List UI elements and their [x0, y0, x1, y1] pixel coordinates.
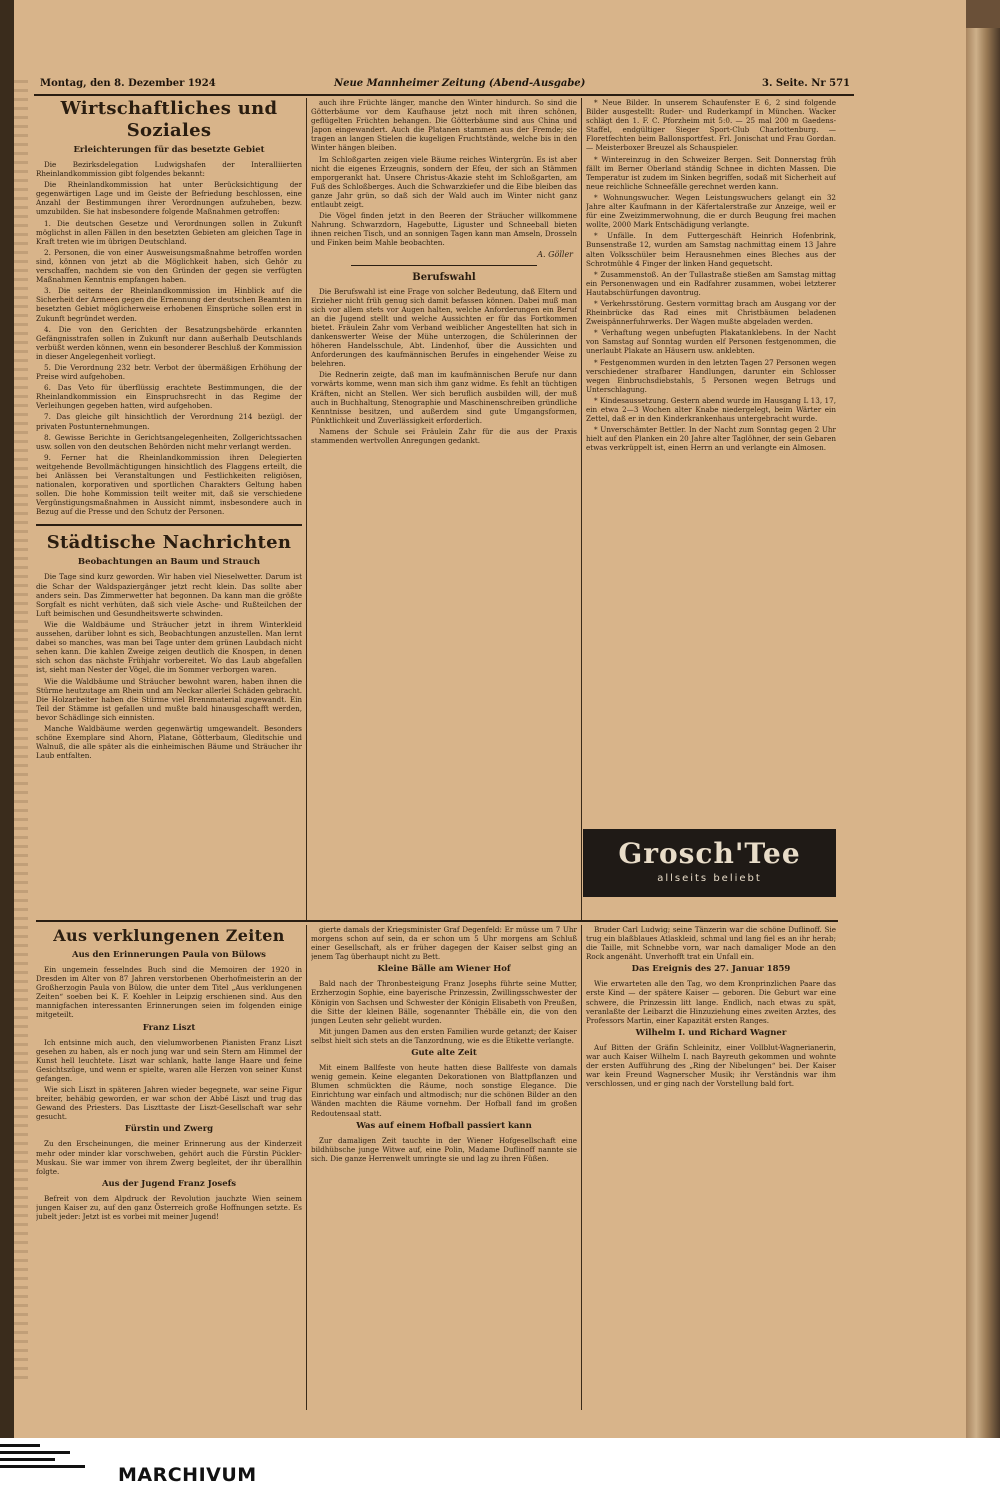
paragraph: Bruder Carl Ludwig; seine Tänzerin war die schöne Duflinoff. Sie trug ein blaßblaues Atlaskleid, schmal und lang fiel es an ihr herab; die Taille, mit Schnebbe vorn, war nach damaliger Mode an den Rock angenäht. Unverhofft trat ein Unfall ein.: [586, 925, 836, 962]
section-divider: [36, 920, 838, 922]
book-page-edges: [966, 0, 1000, 1438]
zeiten-column-right: [586, 925, 836, 1410]
paragraph: Auf Bitten der Gräfin Schleinitz, einer Vollblut-Wagnerianerin, war auch Kaiser Wilhelm I. nach Bayreuth gekommen und wohnte der ersten Aufführung des „Ring der Nibelungen“ bei. Der Kaiser war kein Freund Wagnerscher Musik; ihr Verständnis war ihm verschlossen, und er ging nach der Vorstellung bald fort.: [586, 1042, 836, 1089]
paragraph: Ich entsinne mich auch, den vielumworbenen Pianisten Franz Liszt gesehen zu haben, als er noch jung war und sein Stern am Himmel der Kunst hell leuchtete. Liszt war schlank, hatte lange Haare und feine Gesichtszüge, und wenn er spielte, waren alle Herzen von seiner Kunst gefangen.: [36, 1037, 302, 1083]
masthead: [34, 78, 854, 96]
fuerstin-heading: Fürstin und Zwerg: [124, 1124, 214, 1135]
paragraph: Wie erwarteten alle den Tag, wo dem Kronprinzlichen Paare das erste Kind — der spätere Kaiser — geboren. Die Geburt war eine schwere, die Prinzessin litt lange. Endlich, nach etwas zu spät, veranlaßte der Leibarzt die Hinzuziehung eines zweiten Arztes, des Professors Martin, einer Kapazität ersten Ranges.: [586, 979, 836, 1025]
paragraph: * Neue Bilder. In unserem Schaufenster E 6, 2 sind folgende Bilder ausgestellt: Ruder- und Ruderkampf in München. Wacker schlägt den 1. F. C. Pforzheim mit 5:0. — 25 mal 200 m Gaedens-Staffel, endgültiger Sieger Sport-Club Charlottenburg. — Floretfechten beim Ballonsportfest. Frl. Jonischat und Frau Gordan. — Meisterboxer Breuzel als Schauspieler.: [586, 98, 836, 153]
paragraph: * Zusammenstoß. An der Tullastraße stießen am Samstag mittag ein Personenwagen und ein Radfahrer zusammen, wobei letzterer Hautabschürfungen davontrug.: [586, 269, 836, 297]
fuerstin-body: [36, 1139, 302, 1175]
wirtschaft-subtitle: Erleichterungen für das besetzte Gebiet: [73, 145, 265, 155]
staedtisch-subtitle: Beobachtungen an Baum und Strauch: [77, 557, 261, 568]
paragraph: * Festgenommen wurden in den letzten Tagen 27 Personen wegen verschiedener strafbarer Handlungen, darunter ein Schlosser wegen Einbruchsdiebstahls, 5 Personen wegen Betrugs und Unterschlagung.: [586, 357, 836, 394]
liszt-heading: Franz Liszt: [142, 1022, 196, 1033]
paragraph: Zu den Erscheinungen, die meiner Erinnerung aus der Kinderzeit mehr oder minder klar vorschweben, gehört auch die Fürstin Pückler-Muskau. Sie war immer von ihrem Zwerg begleitet, der ihr überallhin folgte.: [36, 1139, 302, 1176]
paragraph: Zur damaligen Zeit tauchte in der Wiener Hofgesellschaft eine bildhübsche junge Witwe auf, eine Polin, Madame Duflinoff nannte sie sich. Die ganze Herrenwelt umringte sie und lag zu ihren Füßen.: [311, 1135, 577, 1163]
paragraph: Mit jungen Damen aus den ersten Familien wurde getanzt; der Kaiser selbst hielt sich stets an die Tanzordnung, wie es die Etikette verlangte.: [311, 1026, 577, 1045]
paragraph: Wie sich Liszt in späteren Jahren wieder begegnete, war seine Figur breiter, behäbig geworden, er war schon der Abbé Liszt und trug das Gewand des Priesters. Das Liszttaste der Liszt-Gesellschaft war sehr gesucht.: [36, 1085, 302, 1122]
jugend-heading: Aus der Jugend Franz Josefs: [101, 1178, 237, 1189]
zeiten-title: Aus verklungenen Zeiten: [53, 926, 285, 945]
paragraph: Die Tage sind kurz geworden. Wir haben viel Nieselwetter. Darum ist die Schar der Waldspaziergänger jetzt recht klein. Das sollte aber anders sein. Das Zimmerwetter hat begonnen. Da kann man die größte Sorgfalt es nicht verhüten, daß sich viele Asche- und Rußteilchen der Luft beimischen und Gesundheitswerte schwinden.: [36, 572, 302, 618]
column-rule: [581, 98, 582, 920]
gute-heading: Gute alte Zeit: [411, 1048, 477, 1059]
paragraph: auch ihre Früchte länger, manche den Winter hindurch. So sind die Götterbäume vor dem Kaufhause jetzt noch mit ihren schönen, geflügelten Früchten behangen. Die Götterbäume sind aus China und Japon eingewandert. Auch die Platanen stammen aus der Fremde; sie tragen an langen Stielen die kugeligen Fruchtstände, welche bis in den Winter hängen bleiben.: [311, 98, 577, 153]
zeiten-right-intro: [586, 925, 836, 961]
zeiten-column-left: [36, 925, 302, 1410]
paragraph: 3. Die seitens der Rheinlandkommission im Hinblick auf die Sicherheit der Armeen gegen die Ernennung der deutschen Beamten im besetzten Gebiet möglicherweise erhobenen Einsprüche sollen erst in Zukunft begründet werden.: [36, 286, 302, 323]
wagner-heading: Wilhelm I. und Richard Wagner: [635, 1027, 787, 1038]
paragraph: gierte damals der Kriegsminister Graf Degenfeld: Er müsse um 7 Uhr morgens schon auf sein, da er schon um 5 Uhr morgens am Schluß einer Gesellschaft, als er früher dagegen der Kaiser selbst ging an jenem Tag überhaupt nicht zu Bett.: [311, 925, 577, 962]
paragraph: Befreit von dem Alpdruck der Revolution jauchzte Wien seinem jungen Kaiser zu, auf den ganz Österreich große Hoffnungen setzte. Es jubelt jeder: Jetzt ist es vorbei mit meiner Jugend!: [36, 1193, 302, 1221]
paragraph: Im Schloßgarten zeigen viele Bäume reiches Wintergrün. Es ist aber nicht die eigenes Erzeugnis, sondern der Efeu, der sich an Stämmen emporgerankt hat. Unsere Christus-Akazie steht im Schloßgarten, am Fuß des Schloßberges. Auch die Schwarzkiefer und die Eibe bleiben das ganze Jahr grün, so daß sich der Wald auch im Winter nicht ganz entlaubt zeigt.: [311, 154, 577, 210]
ereignis-body: [586, 979, 836, 1024]
paragraph: 4. Die von den Gerichten der Besatzungsbehörde erkannten Gefängnisstrafen sollen in Zukunft nur dann außerhalb Deutschlands verbüßt werden können, wenn ein besonderer Beschluß der Kommission in dieser Angelegenheit vorliegt.: [36, 324, 302, 361]
jugend-body: [36, 1194, 302, 1221]
paragraph: Mit einem Ballfeste von heute hatten diese Ballfeste von damals wenig gemein. Keine eleganten Dekorationen von Blattpflanzen und Blumen schmückten die Räume, noch sonstige Elegance. Die Einrichtung war einfach und altmodisch; nur die schönen Bilder an den Wänden machten die Räume vornehm. Der Hofball fand im großen Redoutensaal statt.: [311, 1063, 577, 1118]
previous-page-edge: [14, 80, 28, 1380]
paragraph: Ein ungemein fesselndes Buch sind die Memoiren der 1920 in Dresden im Alter von 87 Jahren verstorbenen Oberhofmeisterin an der Großherzogin Paula von Bülow, die unter dem Titel „Aus verklungenen Zeiten“ soeben bei K. F. Koehler in Leipzig erschienen sind. Aus den mannigfachen interessanten Erinnerungen seien im folgenden einige mitgeteilt.: [36, 965, 302, 1020]
ad-brand: Grosch'Tee: [618, 837, 801, 870]
column-rule: [306, 925, 307, 1410]
grosch-tee-advertisement: [583, 829, 836, 897]
paragraph: Wie die Waldbäume und Sträucher bewohnt waren, haben ihnen die Stürme heutzutage am Rhein und am Neckar allerlei Schäden gebracht. Die Holzarbeiter haben die Stürme viel Brennmaterial zugewandt. Ein Teil der Stämme ist gefallen und mußte bald hinausgeschafft werden, bevor Schädlinge sich einnisten.: [36, 676, 302, 722]
paragraph: Die Bezirksdelegation Ludwigshafen der Interalliierten Rheinlandkommission gibt folgendes bekannt:: [36, 160, 302, 179]
wagner-body: [586, 1043, 836, 1088]
paragraph: * Unfälle. In dem Futtergeschäft Heinrich Hofenbrink, Bunsenstraße 12, wurden am Samstag nachmittag einem 13 Jahre alten Volksschüler beim Herausnehmen eines Bleches aus der Schrotmühle 4 Finger der linken Hand gequetscht.: [586, 231, 836, 268]
zeiten-column-middle: [311, 925, 577, 1410]
paragraph: Namens der Schule sei Fräulein Zahr für die aus der Praxis stammenden wertvollen Anregungen gedankt.: [311, 426, 577, 445]
baelle-heading: Kleine Bälle am Wiener Hof: [377, 964, 511, 975]
paragraph: 2. Personen, die von einer Ausweisungsmaßnahme betroffen worden sind, können von jetzt ab die Möglichkeit haben, sich Gehör zu verschaffen, nachdem sie von den Gründen der gegen sie verfügten Maßnahmen Kenntnis empfangen haben.: [36, 247, 302, 285]
paragraph: Die Vögel finden jetzt in den Beeren der Sträucher willkommene Nahrung. Schwarzdorn, Hagebutte, Liguster und Schneeball bieten ihnen reichen Tisch, und an sonnigen Tagen kann man Amseln, Drosseln und Finken beim Mahle beobachten.: [311, 211, 577, 248]
section-divider: [36, 524, 302, 526]
column-rule: [306, 98, 307, 920]
paragraph: Die Berufswahl ist eine Frage von solcher Bedeutung, daß Eltern und Erzieher nicht früh genug sich damit befassen können. Dabei muß man sich vor allem stets vor Augen halten, welche Anforderungen ein Beruf an die Jugend stellt und welche Aussichten er für das Fortkommen bietet. Fräulein Zahr vom Verband weiblicher Angestellten hat sich in dankenswerter Weise der Mühe unterzogen, die Schülerinnen der höheren Handelsschule, Abt. Lindenhof, über die Aussichten und Anforderungen des kaufmännischen Berufes in eingehender Weise zu belehren.: [311, 286, 577, 369]
ad-slogan: allseits beliebt: [657, 873, 762, 884]
paragraph: Die Rednerin zeigte, daß man im kaufmännischen Berufe nur dann vorwärts komme, wenn man sich ihm ganz widme. Es fehlt an tüchtigen Kräften, nicht an Stellen. Wer sich beruflich ausbilden will, der muß auch in Buchhaltung, Stenographie und Maschinenschreiben gründliche Kenntnisse besitzen, und außerdem sind gute Umgangsformen, Pünktlichkeit und Zuverlässigkeit erforderlich.: [311, 370, 577, 425]
liszt-body: [36, 1038, 302, 1122]
paragraph: Manche Waldbäume werden gegenwärtig umgewandelt. Besonders schöne Exemplare sind Ahorn, Platane, Götterbaum, Gleditschie und Walnuß, die alle später als die einheimischen Bäume und Sträucher ihr Laub entfalten.: [36, 723, 302, 761]
paragraph: 9. Ferner hat die Rheinlandkommission ihren Delegierten weitgehende Bevollmächtigungen hinsichtlich des Flaggens erteilt, die bei Anlässen bei Veranstaltungen und Festlichkeiten religiösen, nationalen, korporativen und sportlichen Charakters Geltung haben sollen. Die hohe Kommission teilt weiter mit, daß sie verschiedene Vergünstigungsmaßnahmen in Aussicht nimmt, insbesondere auch in Bezug auf die Presse und den Schutz der Personen.: [36, 452, 302, 517]
paragraph: * Verkehrsstörung. Gestern vormittag brach am Ausgang vor der Rheinbrücke das Rad eines mit Christbäumen beladenen Zweispännerfuhrwerks. Der Wagen mußte abgeladen werden.: [586, 298, 836, 327]
masthead-paper: Neue Mannheimer Zeitung (Abend-Ausgabe): [334, 78, 586, 89]
byline: A. Göller: [537, 249, 573, 259]
paragraph: 6. Das Veto für überflüssig erachtete Bestimmungen, die der Rheinlandkommission ein Einspruchsrecht in das Regime der Verleihungen gegeben hatten, wird aufgehoben.: [36, 383, 302, 411]
paragraph: * Wintereinzug in den Schweizer Bergen. Seit Donnerstag früh fällt im Berner Oberland ständig Schnee in dichten Massen. Die Temperatur ist zudem im Sinken begriffen, sodaß mit Sicherheit auf neue reichliche Schneefälle gerechnet werden kann.: [586, 154, 836, 191]
paragraph: Bald nach der Thronbesteigung Franz Josephs führte seine Mutter, Erzherzogin Sophie, eine bayerische Prinzessin, Zwillingsschwester der Königin von Sachsen und Schwester der Königin Elisabeth von Preußen, die Sitte der kleinen Bälle, sogenannter Thébälle ein, die von den jungen Leuten sehr geliebt wurden.: [311, 979, 577, 1025]
berufswahl-title: Berufswahl: [412, 271, 476, 283]
wirtschaft-title: Wirtschaftliches und Soziales: [60, 98, 278, 141]
marchivum-stripes-icon: [0, 1444, 100, 1470]
marchivum-logo: MARCHIVUM: [118, 1464, 257, 1486]
local-news-body: [586, 98, 836, 452]
book-binding: [0, 0, 14, 1438]
berufswahl-body: [311, 287, 577, 446]
archive-footer: [0, 1438, 1000, 1490]
hofball-body: [311, 1136, 577, 1163]
paragraph: 1. Die deutschen Gesetze und Verordnungen sollen in Zukunft möglichst in allen Fällen in den besetzten Gebieten am gleichen Tage in Kraft treten wie im übrigen Deutschland.: [36, 218, 302, 246]
paragraph: 8. Gewisse Berichte in Gerichtsangelegenheiten, Zollgerichtssachen usw. sollen von den deutschen Behörden nicht mehr verlangt werden.: [36, 432, 302, 451]
article-divider: [351, 265, 537, 266]
staedtisch-body: [36, 572, 302, 760]
wirtschaft-body: [36, 160, 302, 516]
book-cover-corner: [966, 0, 1000, 28]
column-right: [586, 98, 836, 820]
column-middle: [311, 98, 577, 918]
ereignis-heading: Das Ereignis des 27. Januar 1859: [631, 964, 791, 975]
paragraph: * Unverschämter Bettler. In der Nacht zum Sonntag gegen 2 Uhr hielt auf den Planken ein 20 Jahre alter Taglöhner, der sein Gebaren etwas verkrüppelt ist, einen Herrn an und verlangte ein Almosen.: [586, 425, 836, 453]
zeiten-mid-intro: [311, 925, 577, 961]
staedtisch-title: Städtische Nachrichten: [46, 532, 292, 554]
column-left: [36, 98, 302, 918]
paragraph: * Verhaftung wegen unbefugten Plakatanklebens. In der Nacht von Samstag auf Sonntag wurden elf Personen festgenommen, die unerlaubt Plakate an Häusern usw. anklebten.: [586, 328, 836, 356]
masthead-page-number: 3. Seite. Nr 571: [761, 78, 850, 89]
zeiten-subtitle: Aus den Erinnerungen Paula von Bülows: [72, 950, 266, 960]
paragraph: Wie die Waldbäume und Sträucher jetzt in ihrem Winterkleid aussehen, darüber lohnt es sich, Beobachtungen anzustellen. Man lernt dabei so manches, was man bei Tage unter dem grünen Laubdach nicht sehen kann. Die kahlen Zweige zeigen deutlich die Knospen, in denen sich schon das nächste Frühjahr vorbereitet. Wo das Laub abgefallen ist, sieht man Nester der Vögel, die im Sommer verborgen waren.: [36, 619, 302, 675]
hofball-heading: Was auf einem Hofball passiert kann: [356, 1120, 532, 1131]
baelle-body: [311, 979, 577, 1045]
paragraph: 7. Das gleiche gilt hinsichtlich der Verordnung 214 bezügl. der privaten Postunternehmungen.: [36, 412, 302, 431]
zeiten-intro: [36, 965, 302, 1020]
gute-body: [311, 1063, 577, 1118]
column-rule: [581, 925, 582, 1410]
masthead-date: Montag, den 8. Dezember 1924: [40, 78, 216, 89]
paragraph: * Wohnungswucher. Wegen Leistungswuchers gelangt ein 32 Jahre alter Kaufmann in der Käfertalerstraße zur Anzeige, weil er für eine Zweizimmerwohnung, die er durch Beugung frei machen wollte, 2000 Mark Entschädigung verlangte.: [586, 192, 836, 230]
paragraph: Die Rheinlandkommission hat unter Berücksichtigung der gegenwärtigen Lage und im Geiste der Befriedung beschlossen, eine Anzahl der Bestimmungen ihrer Verordnungen aufzuheben, bezw. umzubilden. Sie hat insbesondere folgende Maßnahmen getroffen:: [36, 180, 302, 217]
mid-body: [311, 98, 577, 248]
paragraph: * Kindesaussetzung. Gestern abend wurde im Hausgang L 13, 17, ein etwa 2—3 Wochen alter Knabe niedergelegt, beim Wärter ein Zettel, daß er in den Kinderkrankenhaus untergebracht wurde.: [586, 395, 836, 424]
paragraph: 5. Die Verordnung 232 betr. Verbot der übermäßigen Erhöhung der Preise wird aufgehoben.: [36, 362, 302, 382]
